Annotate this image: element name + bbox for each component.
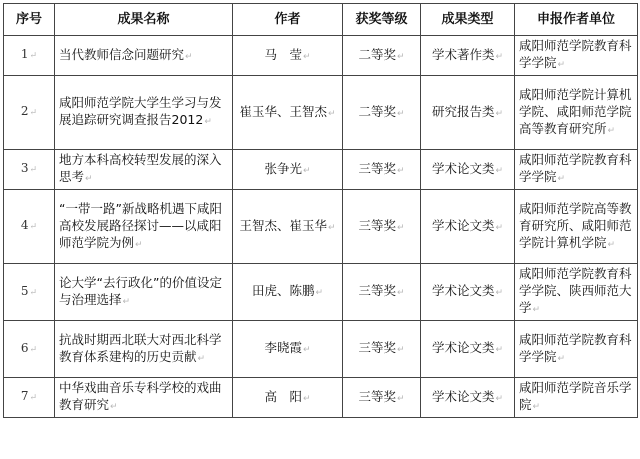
paragraph-mark-icon: ↵ — [302, 51, 311, 62]
paragraph-mark-icon: ↵ — [396, 393, 405, 404]
cell-name-text: 抗战时期西北联大对西北科学教育体系建构的历史贡献 — [59, 331, 222, 364]
cell-unit — [515, 264, 638, 321]
cell-type — [421, 190, 515, 264]
cell-unit-text: 咸阳师范学院教育科学学院 — [519, 38, 632, 70]
cell-name-text: 当代教师信念问题研究 — [59, 46, 185, 62]
cell-type-text: 学术论文类 — [431, 340, 495, 355]
cell-level — [343, 190, 421, 264]
cell-type — [421, 36, 515, 76]
paragraph-mark-icon: ↵ — [495, 51, 504, 62]
paragraph-mark-icon: ↵ — [29, 108, 38, 118]
cell-name — [55, 264, 233, 321]
cell-level — [343, 264, 421, 321]
paragraph-mark-icon: ↵ — [396, 165, 405, 176]
cell-type — [421, 264, 515, 321]
cell-index — [4, 264, 55, 321]
cell-level-text: 二等奖 — [358, 46, 396, 62]
cell-unit-text: 咸阳师范学院计算机学院、咸阳师范学院高等教育研究所 — [519, 86, 632, 136]
cell-name — [55, 150, 233, 190]
cell-type-text: 学术论文类 — [431, 388, 495, 404]
header-author: 作者 — [233, 4, 343, 36]
paragraph-mark-icon: ↵ — [495, 222, 504, 233]
cell-unit — [515, 36, 638, 76]
cell-unit — [515, 150, 638, 190]
table-header-row — [4, 4, 638, 36]
paragraph-mark-icon: ↵ — [29, 222, 38, 232]
cell-author-text: 高 阳 — [264, 388, 302, 404]
table-row — [4, 76, 638, 150]
paragraph-mark-icon: ↵ — [396, 288, 405, 298]
cell-author — [233, 378, 343, 418]
cell-author — [233, 36, 343, 76]
cell-author-text: 马 莹 — [264, 46, 302, 62]
cell-index — [4, 150, 55, 190]
header-type: 成果类型 — [421, 4, 515, 36]
cell-name — [55, 76, 233, 150]
cell-index-text: 1 — [20, 47, 29, 61]
cell-level — [343, 378, 421, 418]
paragraph-mark-icon: ↵ — [110, 402, 118, 412]
table-row — [4, 378, 638, 418]
table-row — [4, 264, 638, 321]
paragraph-mark-icon: ↵ — [495, 393, 504, 404]
paragraph-mark-icon: ↵ — [29, 287, 38, 298]
paragraph-mark-icon: ↵ — [197, 353, 206, 364]
cell-index-text: 6 — [20, 340, 29, 355]
paragraph-mark-icon: ↵ — [396, 51, 405, 62]
cell-index — [4, 76, 55, 150]
paragraph-mark-icon: ↵ — [607, 125, 616, 136]
paragraph-mark-icon: ↵ — [495, 108, 504, 119]
cell-name — [55, 321, 233, 378]
cell-unit — [515, 378, 638, 418]
paragraph-mark-icon: ↵ — [495, 165, 504, 176]
paragraph-mark-icon: ↵ — [135, 239, 143, 250]
cell-name — [55, 36, 233, 76]
cell-index — [4, 190, 55, 264]
paragraph-mark-icon: ↵ — [557, 174, 566, 184]
paragraph-mark-icon: ↵ — [204, 117, 212, 127]
awards-table — [3, 3, 638, 418]
header-name: 成果名称 — [55, 4, 233, 36]
cell-index — [4, 321, 55, 378]
cell-unit-text: 咸阳师范学院高等教育研究所、咸阳师范学院计算机学院 — [519, 200, 632, 250]
cell-unit-text: 咸阳师范学院音乐学院 — [519, 380, 632, 412]
cell-unit — [515, 321, 638, 378]
table-row — [4, 190, 638, 264]
cell-index-text: 4 — [20, 218, 29, 232]
cell-author — [233, 76, 343, 150]
paragraph-mark-icon: ↵ — [85, 174, 93, 184]
paragraph-mark-icon: ↵ — [495, 288, 504, 298]
cell-author-text: 田虎、陈鹏 — [251, 283, 315, 298]
paragraph-mark-icon: ↵ — [302, 345, 311, 355]
cell-level — [343, 321, 421, 378]
cell-level — [343, 76, 421, 150]
cell-index — [4, 378, 55, 418]
cell-level-text: 三等奖 — [358, 283, 396, 298]
paragraph-mark-icon: ↵ — [396, 345, 405, 355]
paragraph-mark-icon: ↵ — [185, 51, 193, 62]
cell-index-text: 3 — [20, 161, 29, 175]
paragraph-mark-icon: ↵ — [532, 402, 541, 412]
cell-author-text: 崔玉华、王智杰 — [239, 103, 327, 119]
cell-level-text: 三等奖 — [358, 340, 396, 355]
paragraph-mark-icon: ↵ — [122, 296, 131, 307]
cell-index-text: 5 — [20, 283, 29, 298]
cell-type — [421, 321, 515, 378]
paragraph-mark-icon: ↵ — [532, 305, 541, 315]
cell-index-text: 2 — [20, 104, 29, 118]
cell-level — [343, 150, 421, 190]
document-page — [3, 3, 637, 418]
paragraph-mark-icon: ↵ — [396, 222, 405, 233]
cell-author-text: 李晓霞 — [264, 340, 302, 355]
cell-level-text: 三等奖 — [358, 217, 396, 233]
cell-index-text: 7 — [20, 389, 29, 403]
cell-author-text: 张争光 — [264, 160, 302, 176]
table-row — [4, 321, 638, 378]
paragraph-mark-icon: ↵ — [557, 60, 566, 70]
cell-unit-text: 咸阳师范学院教育科学学院 — [519, 331, 632, 364]
cell-level-text: 三等奖 — [358, 160, 396, 176]
cell-level-text: 二等奖 — [358, 103, 396, 119]
cell-name — [55, 190, 233, 264]
cell-unit-text: 咸阳师范学院教育科学学院 — [519, 152, 632, 184]
paragraph-mark-icon: ↵ — [29, 344, 38, 355]
paragraph-mark-icon: ↵ — [396, 108, 405, 119]
paragraph-mark-icon: ↵ — [495, 345, 504, 355]
paragraph-mark-icon: ↵ — [302, 393, 311, 404]
cell-author — [233, 321, 343, 378]
header-level: 获奖等级 — [343, 4, 421, 36]
cell-level — [343, 36, 421, 76]
paragraph-mark-icon: ↵ — [29, 51, 38, 61]
cell-author — [233, 190, 343, 264]
cell-unit-text: 咸阳师范学院教育科学学院、陕西师范大学 — [519, 266, 632, 315]
cell-name-text: 地方本科高校转型发展的深入思考 — [59, 152, 222, 184]
paragraph-mark-icon: ↵ — [29, 393, 38, 403]
paragraph-mark-icon: ↵ — [607, 239, 616, 250]
header-unit: 申报作者单位 — [515, 4, 638, 36]
cell-index — [4, 36, 55, 76]
cell-type — [421, 76, 515, 150]
cell-type — [421, 150, 515, 190]
cell-name-text: 中华戏曲音乐专科学校的戏曲教育研究 — [59, 380, 222, 412]
cell-type-text: 学术论文类 — [431, 217, 495, 233]
cell-name-text: “一带一路”新战略机遇下咸阳高校发展路径探讨——以咸阳师范学院为例 — [59, 200, 222, 250]
cell-author-text: 王智杰、崔玉华 — [239, 217, 327, 233]
paragraph-mark-icon: ↵ — [557, 353, 566, 364]
cell-name — [55, 378, 233, 418]
cell-type-text: 研究报告类 — [431, 103, 495, 119]
table-row — [4, 36, 638, 76]
cell-type — [421, 378, 515, 418]
cell-type-text: 学术论文类 — [431, 283, 495, 298]
cell-author — [233, 150, 343, 190]
cell-type-text: 学术论文类 — [431, 160, 495, 176]
cell-level-text: 三等奖 — [358, 388, 396, 404]
cell-name-text: 咸阳师范学院大学生学习与发展追踪研究调查报告2012 — [59, 95, 222, 127]
cell-type-text: 学术著作类 — [431, 46, 495, 62]
table-row — [4, 150, 638, 190]
cell-unit — [515, 190, 638, 264]
cell-name-text: 论大学“去行政化”的价值设定与治理选择 — [59, 274, 222, 307]
paragraph-mark-icon: ↵ — [315, 288, 324, 298]
paragraph-mark-icon: ↵ — [29, 165, 38, 175]
paragraph-mark-icon: ↵ — [327, 108, 336, 119]
paragraph-mark-icon: ↵ — [327, 222, 336, 233]
paragraph-mark-icon: ↵ — [302, 165, 311, 176]
header-index: 序号 — [4, 4, 55, 36]
cell-unit — [515, 76, 638, 150]
cell-author — [233, 264, 343, 321]
